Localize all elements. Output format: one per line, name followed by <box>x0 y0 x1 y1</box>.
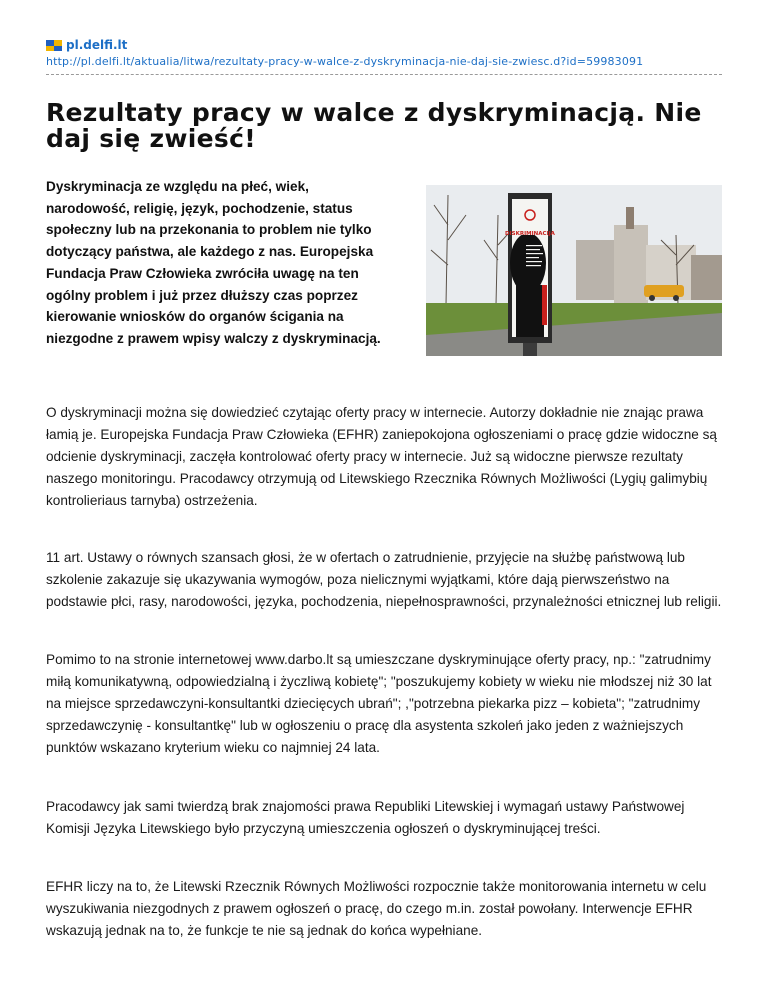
article-paragraph: 11 art. Ustawy o równych szansach głosi, że w ofertach o zatrudnienie, przyjęcie na służbę państwową lub szkolenie zakazuje się ukazywania wymogów, poza nielicznymi wyjątkami, które dają pierwszeństwo na podstawie płci, rasy, narodowości, języka, pochodzenia, niepełnosprawności, przynależności etnicznej lub religii. <box>46 550 722 609</box>
article-lead: Dyskryminacja ze względu na płeć, wiek, narodowość, religię, język, pochodzenie, status społeczny lub na przekonania to problem nie tylko dotyczący państwa, ale każdego z nas. Europejska Fundacja Praw Człowieka zwróciła uwagę na ten ogólny problem i już przez dłuższy czas poprzez kierowanie wniosków do organów ścigania na niezgodne z prawem wpisy walczy z dyskryminacją. <box>46 179 381 346</box>
article-paragraph: O dyskryminacji można się dowiedzieć czytając oferty pracy w internecie. Autorzy dokładnie nie znając prawa łamią je. Europejska Fundacja Praw Człowieka (EFHR) zaniepokojona ogłoszeniami o pracę gdzie widoczne są odcienie dyskryminacji, zaczęła kontrolować oferty pracy w internecie. Już są widoczne pierwsze rezultaty naszego monitoringu. Pracodawcy otrzymują od Litewskiego Rzecznika Równych Możliwości (Lygių galimybių kontrolieriaus tarnyba) ostrzeżenia. <box>46 405 717 508</box>
article-paragraph: Pomimo to na stronie internetowej www.darbo.lt są umieszczane dyskryminujące oferty pracy, np.: "zatrudnimy miłą komunikatywną, odpowiedzialną i życzliwą kobietę"; "poszukujemy kobiety w wieku nie młodszej niż 30 lat na miejsce sprzedawczyni-konsultantki dziecięcych ubrań"; ,"potrzebna piekarka pizz – kobieta"; "zatrudnimy sprzedawczynię - konsultantkę" lub w ogłoszeniu o pracę dla asystenta szkoleń jako jeden z ważniejszych punktów wskazano kryterium wieku co najmniej 24 lata. <box>46 652 712 755</box>
poster-text: DISKRIMINACIJA <box>505 231 555 237</box>
site-name-link[interactable]: pl.delfi.lt <box>66 38 128 52</box>
page-header <box>46 37 722 75</box>
site-flag-icon <box>46 40 62 51</box>
article-photo <box>426 185 722 356</box>
street-poster-image <box>426 185 722 356</box>
source-url-link[interactable]: http://pl.delfi.lt/aktualia/litwa/rezultaty-pracy-w-walce-z-dyskryminacja-nie-daj-sie-zwiesc.d?id=59983091 <box>46 55 644 68</box>
header-divider <box>46 74 722 75</box>
article-title: Rezultaty pracy w walce z dyskryminacją. Nie daj się zwieść! <box>46 98 702 153</box>
article-paragraph: Pracodawcy jak sami twierdzą brak znajomości prawa Republiki Litewskiej i wymagań ustawy Państwowej Komisji Języka Litewskiego było przyczyną umieszczenia ogłoszeń o dyskryminującej treści. <box>46 799 685 836</box>
site-row <box>46 37 722 53</box>
article-paragraph: EFHR liczy na to, że Litewski Rzecznik Równych Możliwości rozpocznie także monitorowania internetu w celu wyszukiwania niezgodnych z prawem ogłoszeń o pracę, do czego m.in. został powołany. Interwencje EFHR wskazują jednak na to, że funkcje te nie są jednak do końca wypełniane. <box>46 879 707 938</box>
